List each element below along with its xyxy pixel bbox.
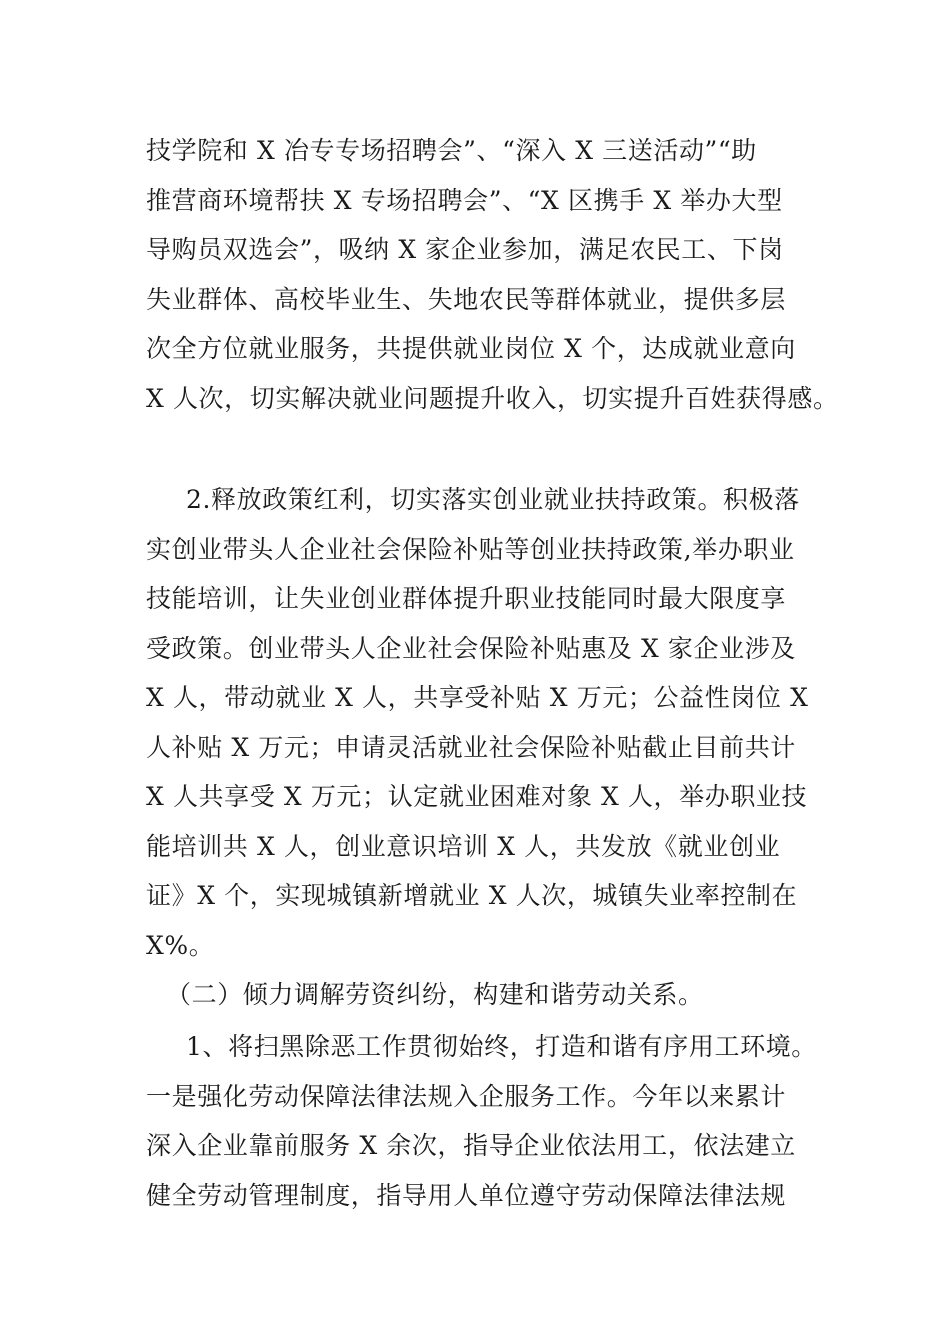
text-line: X 人共享受 X 万元；认定就业困难对象 X 人，举办职业技 xyxy=(146,782,808,811)
section-heading xyxy=(146,970,826,1020)
text-line: 一是强化劳动保障法律法规入企服务工作。今年以来累计 xyxy=(146,1081,787,1111)
text-line: 技学院和 X 冶专专场招聘会”、“深入 X 三送活动”“助 xyxy=(146,136,757,165)
text-line: X 人，带动就业 X 人，共享受补贴 X 万元；公益性岗位 X xyxy=(146,683,809,712)
text-line: 次全方位就业服务，共提供就业岗位 X 个，达成就业意向 xyxy=(146,334,796,363)
text-line: 证》X 个，实现城镇新增就业 X 人次，城镇失业率控制在 xyxy=(146,881,798,910)
text-line: 人补贴 X 万元；申请灵活就业社会保险补贴截止目前共计 xyxy=(146,732,796,762)
text-line: X 人次，切实解决就业问题提升收入，切实提升百姓获得感。 xyxy=(146,383,839,413)
text-line: 1、将扫黑除恶工作贯彻始终，打造和谐有序用工环境。 xyxy=(186,1032,817,1061)
text-line: 健全劳动管理制度，指导用人单位遵守劳动保障法律法规 xyxy=(146,1180,787,1210)
text-line: 2.释放政策红利，切实落实创业就业扶持政策。积极落 xyxy=(186,485,800,514)
text-line: 推营商环境帮扶 X 专场招聘会”、“X 区携手 X 举办大型 xyxy=(146,185,783,215)
text-line: 受政策。创业带头人企业社会保险补贴惠及 X 家企业涉及 xyxy=(146,633,796,663)
heading-text: （二）倾力调解劳资纠纷，构建和谐劳动关系。 xyxy=(166,980,704,1009)
text-line: 导购员双选会”，吸纳 X 家企业参加，满足农民工、下岗 xyxy=(146,235,784,264)
paragraph-job-fairs xyxy=(146,126,839,423)
text-line: 深入企业靠前服务 X 余次，指导企业依法用工，依法建立 xyxy=(146,1131,796,1160)
text-line: X%。 xyxy=(146,930,215,960)
paragraph-labor-relations xyxy=(146,1022,826,1220)
text-line: 技能培训，让失业创业群体提升职业技能同时最大限度享 xyxy=(146,584,787,613)
text-line: 实创业带头人企业社会保险补贴等创业扶持政策,举办职业 xyxy=(146,534,795,564)
text-line: 失业群体、高校毕业生、失地农民等群体就业，提供多层 xyxy=(146,284,787,314)
text-line: 能培训共 X 人，创业意识培训 X 人，共发放《就业创业 xyxy=(146,831,781,861)
paragraph-policy-dividends xyxy=(146,475,826,970)
